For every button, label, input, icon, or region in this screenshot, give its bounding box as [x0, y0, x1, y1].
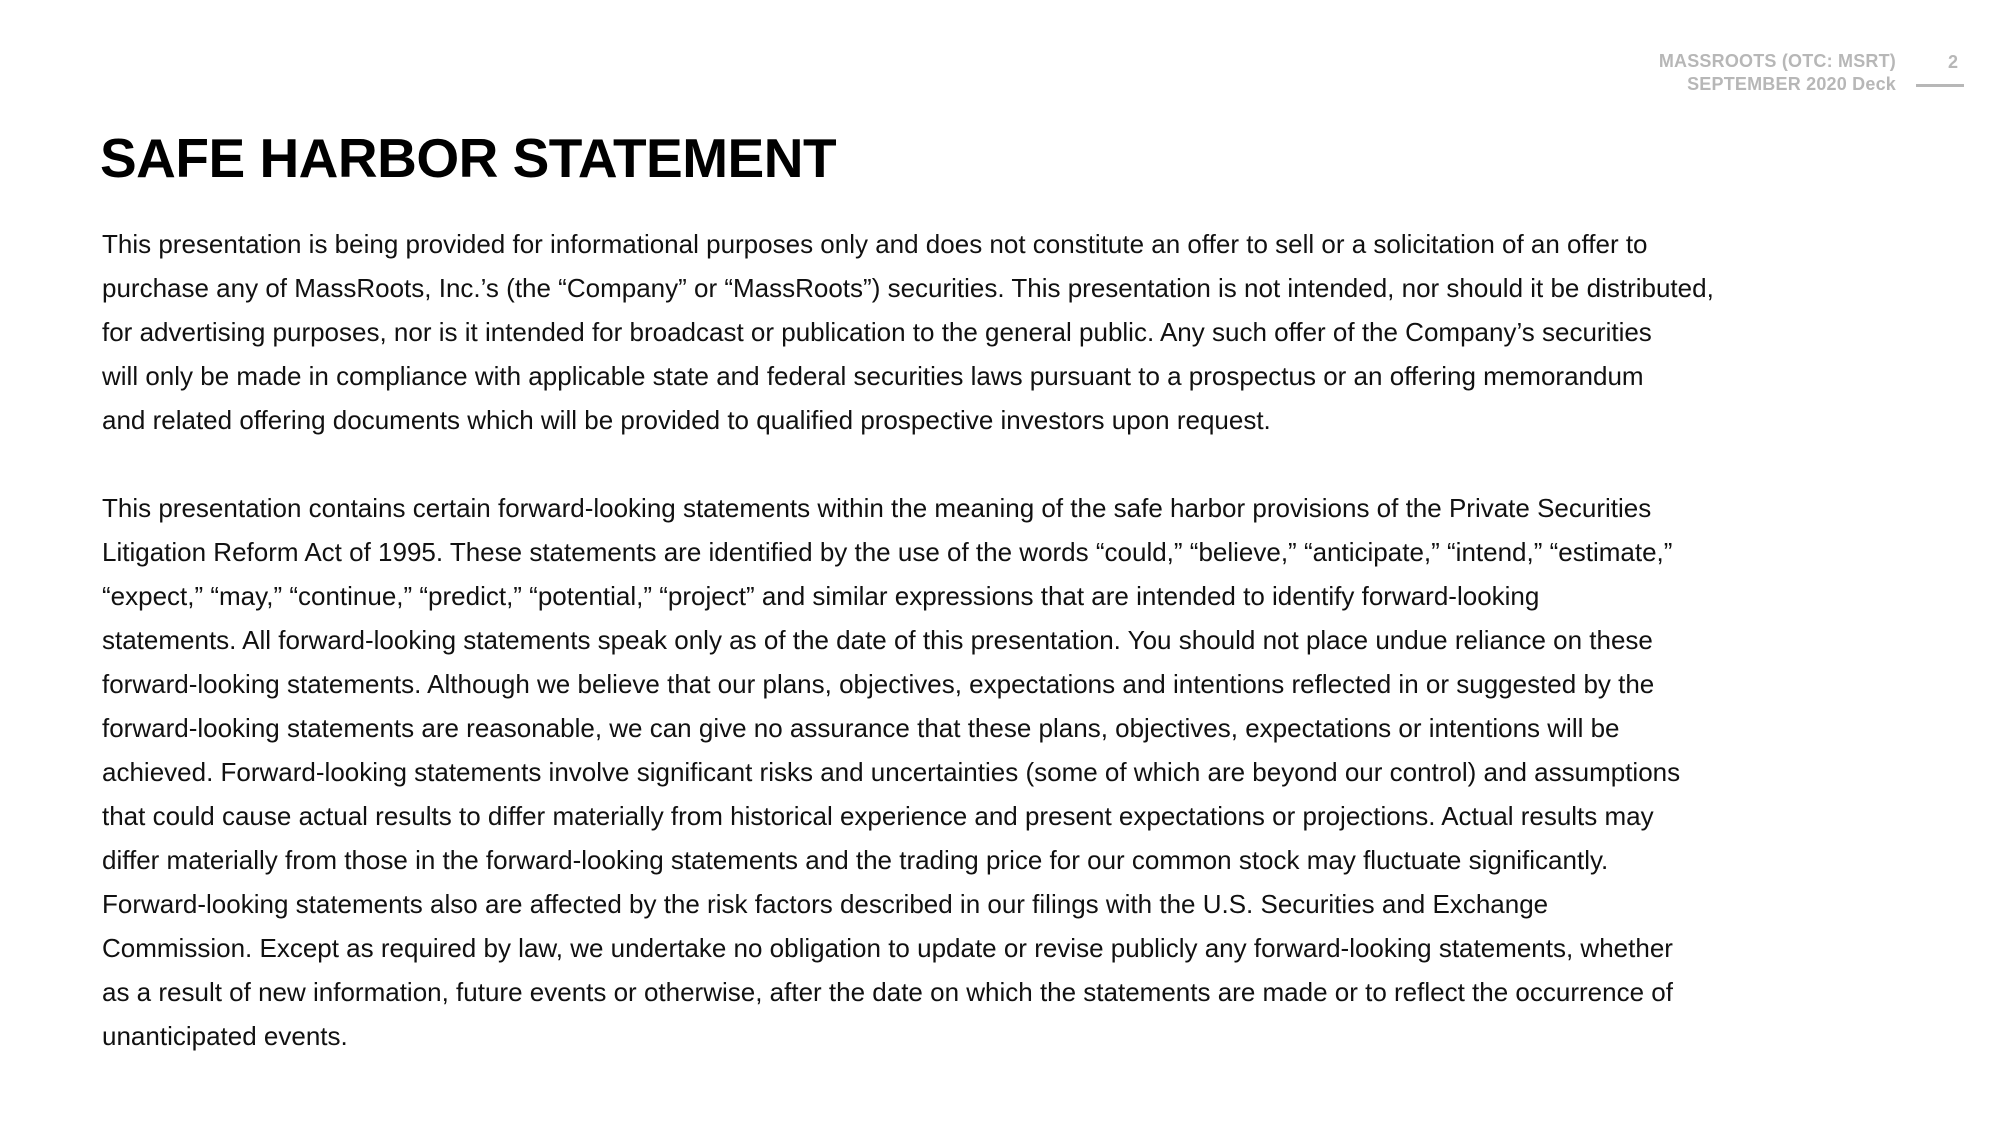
header-divider — [1916, 84, 1964, 87]
company-ticker-line: MASSROOTS (OTC: MSRT) — [1658, 51, 1896, 71]
page-title: SAFE HARBOR STATEMENT — [100, 127, 837, 189]
statement-body — [102, 222, 1962, 1102]
forward-looking-paragraph: This presentation contains certain forward-looking statements within the meaning of the safe harbor provisions of the Private Securities Litigation Reform Act of 1995. These statements are identified by the use of the words “could,” “believe,” “anticipate,” “intend,” “estimate,” “expect,” “may,” “continue,” “predict,” “potential,” “project” and similar expressions that are intended to identify forward-looking statements. All forward-looking statements speak only as of the date of this presentation. You should not place undue reliance on these forward-looking statements. Although we believe that our plans, objectives, expectations and intentions reflected in or suggested by the forward-looking statements are reasonable, we can give no assurance that these plans, objectives, expectations or intentions will be achieved. Forward-looking statements involve significant risks and uncertainties (some of which are beyond our control) and assumptions that could cause actual results to differ materially from historical experience and present expectations or projections. Actual results may differ materially from those in the forward-looking statements and the trading price for our common stock may fluctuate significantly. Forward-looking statements also are affected by the risk factors described in our filings with the U.S. Securities and Exchange Commission. Except as required by law, we undertake no obligation to update or revise publicly any forward-looking statements, whether as a result of new information, future events or otherwise, after the date on which the statements are made or to reflect the occurrence of unanticipated events. — [102, 493, 1681, 1051]
deck-header — [1659, 50, 1896, 96]
deck-date-line: SEPTEMBER 2020 Deck — [1687, 74, 1896, 94]
page-number: 2 — [1947, 52, 1958, 72]
disclaimer-paragraph: This presentation is being provided for informational purposes only and does not constitute an offer to sell or a solicitation of an offer to purchase any of MassRoots, Inc.’s (the “Company” or “MassRoots”) securities. This presentation is not intended, nor should it be distributed, for advertising purposes, nor is it intended for broadcast or publication to the general public. Any such offer of the Company’s securities will only be made in compliance with applicable state and federal securities laws pursuant to a prospectus or an offering memorandum and related offering documents which will be provided to qualified prospective investors upon request. — [102, 229, 1714, 435]
